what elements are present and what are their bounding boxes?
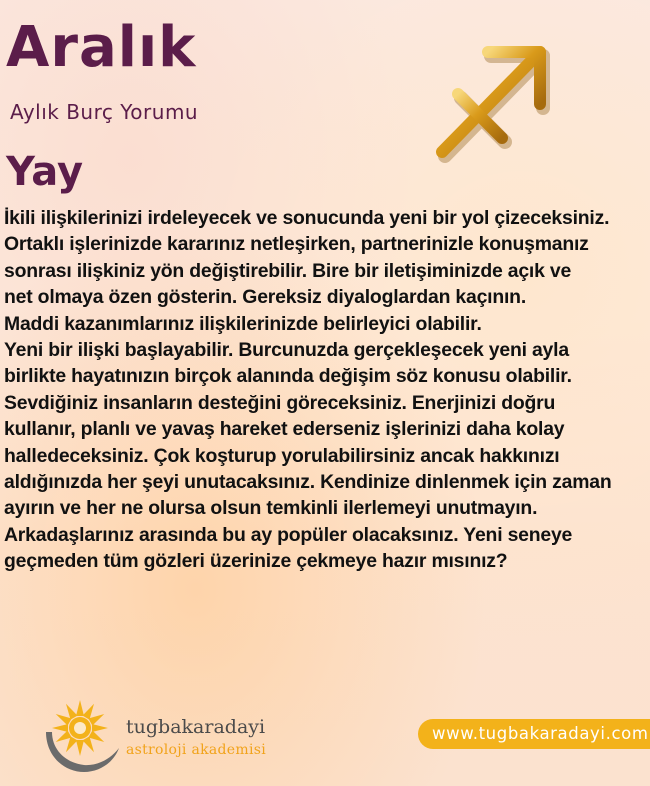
horoscope-line: geçmeden tüm gözleri üzerinize çekmeye hazır mısınız?: [4, 550, 508, 573]
brand-name: tugbakaradayi: [126, 716, 266, 738]
zodiac-sign-name: Yay: [6, 149, 84, 195]
horoscope-line: Sevdiğiniz insanların desteğini göreceksiniz. Enerjinizi doğru: [4, 391, 556, 414]
horoscope-line: Ortaklı işlerinizde kararınız netleşirken, partnerinizle konuşmanız: [4, 233, 589, 256]
horoscope-line: aldığınızda her şeyi unutacaksınız. Kendinize dinlenmek için zaman: [4, 471, 612, 494]
horoscope-line: Yeni bir ilişki başlayabilir. Burcunuzda gerçekleşecek yeni ayla: [4, 339, 569, 362]
horoscope-line: Arkadaşlarınız arasında bu ay popüler olacaksınız. Yeni seneye: [4, 523, 573, 546]
horoscope-line: ayırın ve her ne olursa olsun temkinli ilerlemeyi unutmayın.: [4, 497, 538, 520]
horoscope-line: kullanır, planlı ve yavaş hareket ederseniz işlerinizi daha kolay: [4, 418, 565, 441]
horoscope-line: halledeceksiniz. Çok koşturup yorulabilirsiniz ancak hakkınızı: [4, 444, 560, 467]
horoscope-line: İkili ilişkilerinizi irdeleyecek ve sonucunda yeni bir yol çizeceksiniz.: [4, 207, 610, 229]
horoscope-line: net olmaya özen gösterin. Gereksiz diyaloglardan kaçının.: [4, 286, 527, 309]
page-subtitle: Aylık Burç Yorumu: [10, 100, 199, 124]
month-title: Aralık: [6, 15, 197, 80]
horoscope-line: Maddi kazanımlarınız ilişkilerinizde belirleyici olabilir.: [4, 312, 482, 335]
brand-tagline: astroloji akademisi: [126, 742, 266, 758]
horoscope-line: sonrası ilişkiniz yön değiştirebilir. Bire bir iletişiminizde açık ve: [4, 259, 572, 282]
horoscope-line: birlikte hayatınızın birçok alanında değişim söz konusu olabilir.: [4, 365, 572, 388]
website-link[interactable]: www.tugbakaradayi.com: [418, 719, 650, 749]
